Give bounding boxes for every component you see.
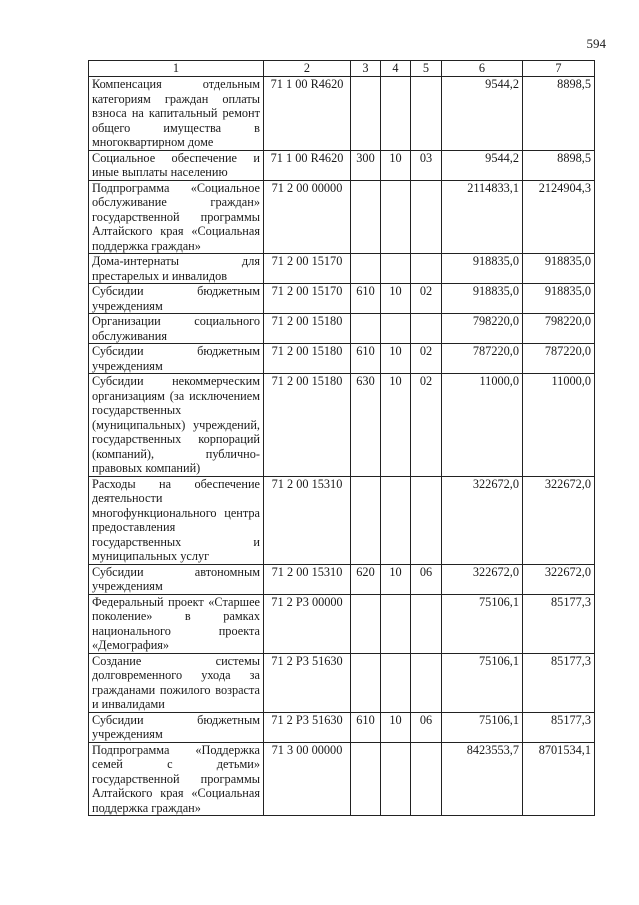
table-row xyxy=(89,150,595,180)
row-amount-col6: 8423553,7 xyxy=(442,742,523,816)
table-row xyxy=(89,653,595,712)
row-amount-col6: 9544,2 xyxy=(442,150,523,180)
row-subsection xyxy=(411,254,442,284)
row-section xyxy=(381,254,411,284)
row-subsection: 02 xyxy=(411,374,442,477)
row-name: Субсидии бюджетным учреждениям xyxy=(89,284,264,314)
table-row xyxy=(89,742,595,816)
row-code: 71 2 P3 51630 xyxy=(264,712,351,742)
row-code: 71 2 00 15170 xyxy=(264,284,351,314)
row-amount-col7: 85177,3 xyxy=(523,594,595,653)
row-code: 71 1 00 R4620 xyxy=(264,150,351,180)
column-header: 5 xyxy=(411,61,442,77)
row-section xyxy=(381,476,411,564)
row-amount-col7: 322672,0 xyxy=(523,564,595,594)
table-row xyxy=(89,594,595,653)
row-expense-type xyxy=(351,742,381,816)
row-expense-type xyxy=(351,476,381,564)
row-subsection: 06 xyxy=(411,564,442,594)
page-number: 594 xyxy=(586,36,606,51)
row-expense-type xyxy=(351,314,381,344)
row-name: Субсидии бюджетным учреждениям xyxy=(89,712,264,742)
table-header-row xyxy=(89,61,595,77)
row-section: 10 xyxy=(381,374,411,477)
row-section xyxy=(381,594,411,653)
row-subsection xyxy=(411,742,442,816)
row-amount-col6: 11000,0 xyxy=(442,374,523,477)
row-name: Компенсация отдельным категориям граждан оплаты взноса на капитальный ремонт общего имущества в многоквартирном доме xyxy=(89,77,264,151)
table-row xyxy=(89,712,595,742)
row-section xyxy=(381,742,411,816)
row-section xyxy=(381,653,411,712)
row-subsection xyxy=(411,653,442,712)
row-section: 10 xyxy=(381,344,411,374)
table-row xyxy=(89,476,595,564)
column-header: 2 xyxy=(264,61,351,77)
row-section: 10 xyxy=(381,150,411,180)
row-subsection: 02 xyxy=(411,344,442,374)
row-subsection xyxy=(411,314,442,344)
row-amount-col7: 787220,0 xyxy=(523,344,595,374)
row-section xyxy=(381,77,411,151)
row-expense-type xyxy=(351,594,381,653)
row-name: Федеральный проект «Старшее поколение» в рамках национального проекта «Демография» xyxy=(89,594,264,653)
row-amount-col6: 918835,0 xyxy=(442,254,523,284)
row-expense-type: 610 xyxy=(351,712,381,742)
row-amount-col7: 2124904,3 xyxy=(523,180,595,254)
row-section: 10 xyxy=(381,564,411,594)
row-subsection xyxy=(411,476,442,564)
row-amount-col7: 8898,5 xyxy=(523,77,595,151)
row-expense-type: 610 xyxy=(351,284,381,314)
row-subsection: 03 xyxy=(411,150,442,180)
row-section xyxy=(381,180,411,254)
row-name: Субсидии бюджетным учреждениям xyxy=(89,344,264,374)
row-code: 71 2 00 15180 xyxy=(264,314,351,344)
column-header: 3 xyxy=(351,61,381,77)
row-amount-col6: 75106,1 xyxy=(442,653,523,712)
row-expense-type xyxy=(351,77,381,151)
row-expense-type: 620 xyxy=(351,564,381,594)
row-name: Субсидии автономным учреждениям xyxy=(89,564,264,594)
column-header: 6 xyxy=(442,61,523,77)
row-subsection xyxy=(411,594,442,653)
row-subsection: 06 xyxy=(411,712,442,742)
row-expense-type xyxy=(351,180,381,254)
row-amount-col7: 11000,0 xyxy=(523,374,595,477)
row-subsection xyxy=(411,77,442,151)
row-amount-col7: 918835,0 xyxy=(523,254,595,284)
row-code: 71 2 00 15310 xyxy=(264,564,351,594)
table-row xyxy=(89,374,595,477)
row-expense-type: 300 xyxy=(351,150,381,180)
row-amount-col7: 322672,0 xyxy=(523,476,595,564)
row-amount-col6: 75106,1 xyxy=(442,712,523,742)
column-header: 1 xyxy=(89,61,264,77)
row-amount-col6: 75106,1 xyxy=(442,594,523,653)
row-name: Дома-интернаты для престарелых и инвалидов xyxy=(89,254,264,284)
row-amount-col6: 322672,0 xyxy=(442,564,523,594)
row-expense-type xyxy=(351,653,381,712)
table-row xyxy=(89,77,595,151)
row-expense-type: 630 xyxy=(351,374,381,477)
row-code: 71 2 P3 00000 xyxy=(264,594,351,653)
row-code: 71 2 00 15170 xyxy=(264,254,351,284)
budget-table xyxy=(88,60,595,816)
row-code: 71 2 00 15180 xyxy=(264,344,351,374)
row-name: Организации социального обслуживания xyxy=(89,314,264,344)
row-code: 71 2 00 15180 xyxy=(264,374,351,477)
row-amount-col7: 85177,3 xyxy=(523,712,595,742)
row-amount-col7: 8701534,1 xyxy=(523,742,595,816)
row-amount-col6: 2114833,1 xyxy=(442,180,523,254)
row-name: Субсидии некоммерческим организациям (за исключением государственных (муниципальных) учреждений, государственных корпораций (компаний), публично-правовых компаний) xyxy=(89,374,264,477)
table-row xyxy=(89,180,595,254)
row-name: Подпрограмма «Поддержка семей с детьми» государственной программы Алтайского края «Социальная поддержка граждан» xyxy=(89,742,264,816)
row-amount-col6: 787220,0 xyxy=(442,344,523,374)
table-row xyxy=(89,564,595,594)
row-code: 71 2 00 00000 xyxy=(264,180,351,254)
row-amount-col7: 798220,0 xyxy=(523,314,595,344)
row-amount-col7: 8898,5 xyxy=(523,150,595,180)
row-amount-col7: 918835,0 xyxy=(523,284,595,314)
row-expense-type xyxy=(351,254,381,284)
column-header: 4 xyxy=(381,61,411,77)
row-section: 10 xyxy=(381,712,411,742)
row-amount-col6: 798220,0 xyxy=(442,314,523,344)
row-code: 71 2 P3 51630 xyxy=(264,653,351,712)
row-section: 10 xyxy=(381,284,411,314)
row-amount-col6: 322672,0 xyxy=(442,476,523,564)
row-subsection: 02 xyxy=(411,284,442,314)
row-name: Создание системы долговременного ухода за гражданами пожилого возраста и инвалидами xyxy=(89,653,264,712)
column-header: 7 xyxy=(523,61,595,77)
row-name: Социальное обеспечение и иные выплаты населению xyxy=(89,150,264,180)
table-row xyxy=(89,254,595,284)
row-code: 71 2 00 15310 xyxy=(264,476,351,564)
row-amount-col6: 9544,2 xyxy=(442,77,523,151)
row-code: 71 1 00 R4620 xyxy=(264,77,351,151)
row-amount-col7: 85177,3 xyxy=(523,653,595,712)
row-name: Подпрограмма «Социальное обслуживание граждан» государственной программы Алтайского края «Социальная поддержка граждан» xyxy=(89,180,264,254)
table-row xyxy=(89,284,595,314)
row-section xyxy=(381,314,411,344)
table-row xyxy=(89,314,595,344)
row-amount-col6: 918835,0 xyxy=(442,284,523,314)
row-expense-type: 610 xyxy=(351,344,381,374)
row-subsection xyxy=(411,180,442,254)
table-row xyxy=(89,344,595,374)
row-name: Расходы на обеспечение деятельности многофункционального центра предоставления государственных и муниципальных услуг xyxy=(89,476,264,564)
row-code: 71 3 00 00000 xyxy=(264,742,351,816)
